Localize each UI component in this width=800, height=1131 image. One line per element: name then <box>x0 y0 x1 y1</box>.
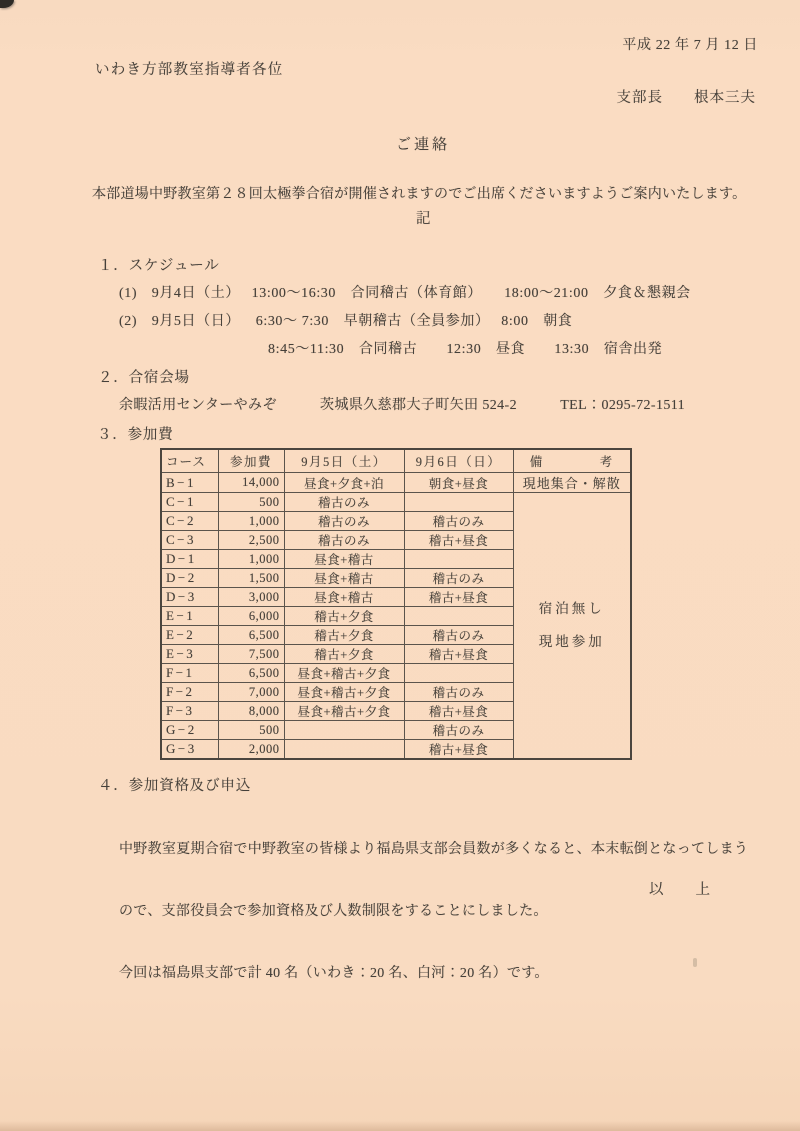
application-paragraph <box>119 801 748 1022</box>
day1-cell: 稽古+夕食 <box>284 626 404 645</box>
merged-note-line: 宿泊無し <box>538 601 605 616</box>
course-cell: D−3 <box>161 588 218 607</box>
recipient-line: いわき方部教室指導者各位 <box>95 62 284 78</box>
day2-cell <box>404 607 513 626</box>
day1-cell: 昼食+稽古+夕食 <box>284 664 404 683</box>
sender-line: 支部長 根本三夫 <box>616 90 756 106</box>
fee-table <box>160 448 632 760</box>
schedule-line-1: (1) 9月4日（土） 13:00～16:30 合同稽古（体育館） 18:00～21:00 夕食＆懇親会 <box>119 286 691 301</box>
course-cell: F−3 <box>161 702 218 721</box>
day2-cell: 稽古のみ <box>404 569 513 588</box>
fee-col-header: 9月6日（日） <box>404 449 513 473</box>
day2-cell: 稽古のみ <box>404 512 513 531</box>
record-mark: 記 <box>416 211 431 227</box>
fee-cell: 14,000 <box>218 473 284 493</box>
day1-cell: 稽古のみ <box>284 512 404 531</box>
course-cell: C−1 <box>161 493 218 512</box>
fee-cell: 500 <box>218 721 284 740</box>
day1-cell: 稽古のみ <box>284 493 404 512</box>
fee-col-header: 9月5日（土） <box>284 449 404 473</box>
day2-cell: 稽古のみ <box>404 626 513 645</box>
day2-cell <box>404 493 513 512</box>
day2-cell: 稽古+昼食 <box>404 702 513 721</box>
day1-cell <box>284 740 404 760</box>
fee-heading: ３．参加費 <box>97 427 174 443</box>
scan-speck-artifact <box>693 958 697 967</box>
fee-cell: 3,000 <box>218 588 284 607</box>
fee-cell: 6,500 <box>218 664 284 683</box>
scan-bottom-shadow <box>0 1121 800 1131</box>
schedule-heading: １．スケジュール <box>98 258 220 274</box>
fee-cell: 1,000 <box>218 550 284 569</box>
fee-cell: 2,000 <box>218 740 284 760</box>
fee-table-head <box>161 449 631 473</box>
day1-cell: 昼食+稽古 <box>284 550 404 569</box>
course-cell: E−1 <box>161 607 218 626</box>
day1-cell: 昼食+稽古+夕食 <box>284 683 404 702</box>
course-cell: G−3 <box>161 740 218 760</box>
fee-table-body <box>161 473 631 760</box>
fee-table-row <box>161 473 631 493</box>
fee-cell: 1,000 <box>218 512 284 531</box>
day2-cell: 朝食+昼食 <box>404 473 513 493</box>
day1-cell: 稽古のみ <box>284 531 404 550</box>
course-cell: E−3 <box>161 645 218 664</box>
course-cell: E−2 <box>161 626 218 645</box>
closing-mark: 以 上 <box>649 882 711 898</box>
document-date: 平成 22 年 7 月 12 日 <box>622 38 758 53</box>
scan-corner-artifact <box>0 0 14 8</box>
fee-table-row <box>161 493 631 512</box>
fee-cell: 2,500 <box>218 531 284 550</box>
day1-cell: 昼食+稽古 <box>284 569 404 588</box>
day2-cell: 稽古のみ <box>404 683 513 702</box>
fee-cell: 500 <box>218 493 284 512</box>
application-heading: ４．参加資格及び申込 <box>98 778 251 794</box>
day1-cell: 昼食+稽古+夕食 <box>284 702 404 721</box>
course-cell: B−1 <box>161 473 218 493</box>
day2-cell: 稽古+昼食 <box>404 645 513 664</box>
course-cell: C−2 <box>161 512 218 531</box>
document-title: ご連絡 <box>396 137 451 153</box>
merged-note-cell <box>513 493 631 760</box>
fee-col-header: コース <box>161 449 218 473</box>
day2-cell: 稽古のみ <box>404 721 513 740</box>
schedule-line-2: (2) 9月5日（日） 6:30～ 7:30 早朝稽古（全員参加） 8:00 朝食 <box>119 314 573 329</box>
application-line: 中野教室夏期合宿で中野教室の皆様より福島県支部会員数が多くなると、本末転倒となってしまう <box>119 842 749 857</box>
note-cell: 現地集合・解散 <box>513 473 631 493</box>
day2-cell <box>404 550 513 569</box>
fee-col-header: 参加費 <box>218 449 284 473</box>
day2-cell: 稽古+昼食 <box>404 531 513 550</box>
day2-cell <box>404 664 513 683</box>
fee-cell: 6,000 <box>218 607 284 626</box>
course-cell: G−2 <box>161 721 218 740</box>
fee-cell: 7,000 <box>218 683 284 702</box>
venue-detail: 余暇活用センターやみぞ 茨城県久慈郡大子町矢田 524-2 TEL：0295-72-1511 <box>119 398 686 413</box>
fee-header-row <box>161 449 631 473</box>
venue-heading: ２．合宿会場 <box>98 370 190 386</box>
fee-cell: 6,500 <box>218 626 284 645</box>
course-cell: D−1 <box>161 550 218 569</box>
fee-col-header: 備 考 <box>513 449 631 473</box>
day1-cell: 稽古+夕食 <box>284 607 404 626</box>
day2-cell: 稽古+昼食 <box>404 588 513 607</box>
merged-note-line: 現地参加 <box>538 634 605 649</box>
course-cell: F−1 <box>161 664 218 683</box>
day1-cell: 昼食+稽古 <box>284 588 404 607</box>
day1-cell: 昼食+夕食+泊 <box>284 473 404 493</box>
fee-cell: 8,000 <box>218 702 284 721</box>
day1-cell: 稽古+夕食 <box>284 645 404 664</box>
fee-cell: 7,500 <box>218 645 284 664</box>
day1-cell <box>284 721 404 740</box>
course-cell: F−2 <box>161 683 218 702</box>
application-line: ので、支部役員会で参加資格及び人数制限をすることにしました。 <box>119 904 548 919</box>
intro-paragraph: 本部道場中野教室第２８回太極拳合宿が開催されますのでご出席くださいますようご案内いたします。 <box>92 187 747 202</box>
course-cell: C−3 <box>161 531 218 550</box>
schedule-line-3: 8:45～11:30 合同稽古 12:30 昼食 13:30 宿舎出発 <box>268 342 663 357</box>
fee-cell: 1,500 <box>218 569 284 588</box>
day2-cell: 稽古+昼食 <box>404 740 513 760</box>
course-cell: D−2 <box>161 569 218 588</box>
application-line: 今回は福島県支部で計 40 名（いわき：20 名、白河：20 名）です。 <box>119 966 549 981</box>
